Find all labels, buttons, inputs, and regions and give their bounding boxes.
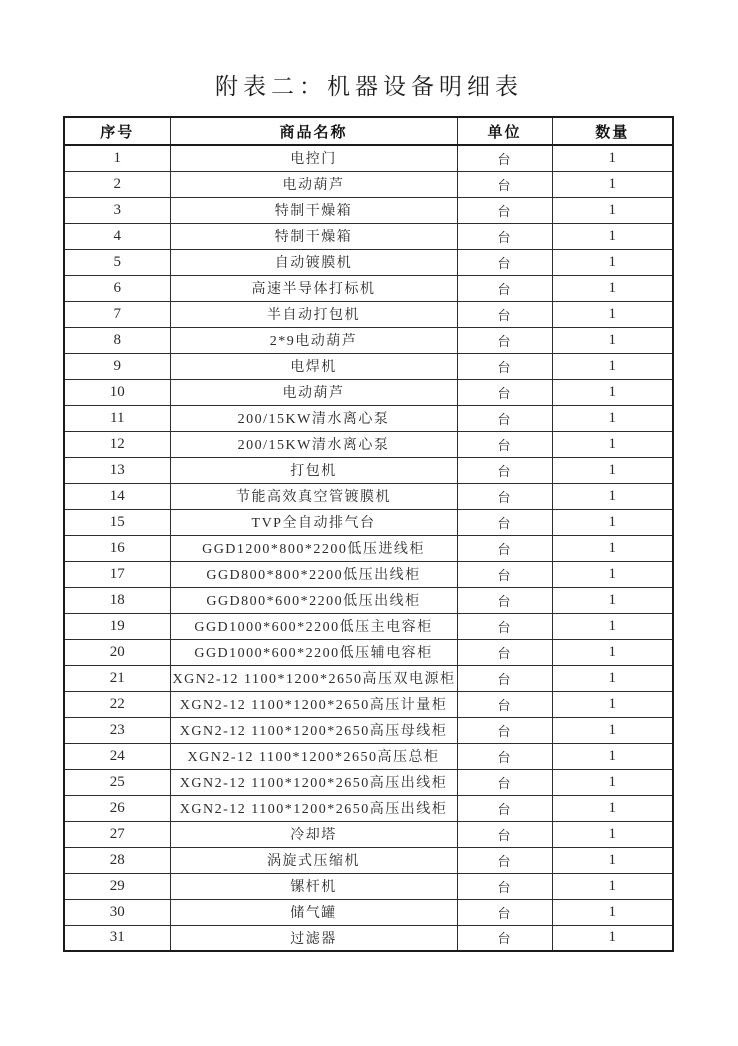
table-row	[64, 431, 673, 457]
unit-cell: 台	[457, 535, 552, 561]
product-name-cell: 电动葫芦	[170, 171, 457, 197]
serial-number-cell: 30	[64, 899, 170, 925]
product-name-cell: 涡旋式压缩机	[170, 847, 457, 873]
table-row	[64, 301, 673, 327]
serial-number-cell: 5	[64, 249, 170, 275]
table-row	[64, 405, 673, 431]
product-name-cell: 特制干燥箱	[170, 197, 457, 223]
serial-number-cell: 24	[64, 743, 170, 769]
product-name-cell: 冷却塔	[170, 821, 457, 847]
product-name-cell: 过滤器	[170, 925, 457, 951]
table-row	[64, 535, 673, 561]
serial-number-cell: 26	[64, 795, 170, 821]
serial-number-cell: 8	[64, 327, 170, 353]
table-row	[64, 873, 673, 899]
unit-cell: 台	[457, 743, 552, 769]
quantity-cell: 1	[552, 197, 673, 223]
unit-cell: 台	[457, 613, 552, 639]
quantity-cell: 1	[552, 457, 673, 483]
table-row	[64, 457, 673, 483]
serial-number-cell: 1	[64, 145, 170, 171]
unit-cell: 台	[457, 197, 552, 223]
product-name-cell: 节能高效真空管镀膜机	[170, 483, 457, 509]
unit-cell: 台	[457, 691, 552, 717]
table-row	[64, 691, 673, 717]
table-header-row	[64, 117, 673, 145]
header-quantity: 数量	[552, 117, 673, 145]
table-row	[64, 613, 673, 639]
unit-cell: 台	[457, 145, 552, 171]
table-row	[64, 171, 673, 197]
serial-number-cell: 27	[64, 821, 170, 847]
table-row	[64, 769, 673, 795]
serial-number-cell: 18	[64, 587, 170, 613]
table-row	[64, 223, 673, 249]
serial-number-cell: 3	[64, 197, 170, 223]
table-row	[64, 509, 673, 535]
product-name-cell: 200/15KW清水离心泵	[170, 405, 457, 431]
unit-cell: 台	[457, 665, 552, 691]
unit-cell: 台	[457, 223, 552, 249]
serial-number-cell: 22	[64, 691, 170, 717]
product-name-cell: 半自动打包机	[170, 301, 457, 327]
product-name-cell: 自动镀膜机	[170, 249, 457, 275]
unit-cell: 台	[457, 509, 552, 535]
product-name-cell: XGN2-12 1100*1200*2650高压总柜	[170, 743, 457, 769]
unit-cell: 台	[457, 873, 552, 899]
equipment-table	[63, 116, 674, 952]
unit-cell: 台	[457, 899, 552, 925]
unit-cell: 台	[457, 249, 552, 275]
quantity-cell: 1	[552, 665, 673, 691]
table-row	[64, 379, 673, 405]
header-product-name: 商品名称	[170, 117, 457, 145]
product-name-cell: 电控门	[170, 145, 457, 171]
serial-number-cell: 10	[64, 379, 170, 405]
serial-number-cell: 14	[64, 483, 170, 509]
unit-cell: 台	[457, 769, 552, 795]
quantity-cell: 1	[552, 925, 673, 951]
product-name-cell: XGN2-12 1100*1200*2650高压出线柜	[170, 795, 457, 821]
serial-number-cell: 6	[64, 275, 170, 301]
product-name-cell: 特制干燥箱	[170, 223, 457, 249]
unit-cell: 台	[457, 587, 552, 613]
quantity-cell: 1	[552, 639, 673, 665]
serial-number-cell: 28	[64, 847, 170, 873]
table-row	[64, 925, 673, 951]
product-name-cell: XGN2-12 1100*1200*2650高压双电源柜	[170, 665, 457, 691]
table-row	[64, 717, 673, 743]
quantity-cell: 1	[552, 899, 673, 925]
serial-number-cell: 12	[64, 431, 170, 457]
quantity-cell: 1	[552, 587, 673, 613]
product-name-cell: XGN2-12 1100*1200*2650高压出线柜	[170, 769, 457, 795]
serial-number-cell: 29	[64, 873, 170, 899]
unit-cell: 台	[457, 353, 552, 379]
unit-cell: 台	[457, 301, 552, 327]
quantity-cell: 1	[552, 821, 673, 847]
quantity-cell: 1	[552, 353, 673, 379]
product-name-cell: XGN2-12 1100*1200*2650高压计量柜	[170, 691, 457, 717]
table-row	[64, 587, 673, 613]
serial-number-cell: 31	[64, 925, 170, 951]
quantity-cell: 1	[552, 405, 673, 431]
table-row	[64, 821, 673, 847]
table-row	[64, 275, 673, 301]
unit-cell: 台	[457, 171, 552, 197]
quantity-cell: 1	[552, 873, 673, 899]
serial-number-cell: 25	[64, 769, 170, 795]
product-name-cell: 电动葫芦	[170, 379, 457, 405]
quantity-cell: 1	[552, 275, 673, 301]
quantity-cell: 1	[552, 769, 673, 795]
quantity-cell: 1	[552, 795, 673, 821]
quantity-cell: 1	[552, 535, 673, 561]
quantity-cell: 1	[552, 509, 673, 535]
table-row	[64, 249, 673, 275]
quantity-cell: 1	[552, 743, 673, 769]
product-name-cell: GGD1000*600*2200低压主电容柜	[170, 613, 457, 639]
serial-number-cell: 4	[64, 223, 170, 249]
quantity-cell: 1	[552, 431, 673, 457]
product-name-cell: 电焊机	[170, 353, 457, 379]
serial-number-cell: 21	[64, 665, 170, 691]
serial-number-cell: 19	[64, 613, 170, 639]
serial-number-cell: 2	[64, 171, 170, 197]
serial-number-cell: 13	[64, 457, 170, 483]
unit-cell: 台	[457, 821, 552, 847]
quantity-cell: 1	[552, 691, 673, 717]
table-row	[64, 353, 673, 379]
unit-cell: 台	[457, 431, 552, 457]
quantity-cell: 1	[552, 613, 673, 639]
unit-cell: 台	[457, 717, 552, 743]
unit-cell: 台	[457, 847, 552, 873]
unit-cell: 台	[457, 379, 552, 405]
quantity-cell: 1	[552, 145, 673, 171]
unit-cell: 台	[457, 483, 552, 509]
product-name-cell: GGD1000*600*2200低压辅电容柜	[170, 639, 457, 665]
unit-cell: 台	[457, 925, 552, 951]
serial-number-cell: 7	[64, 301, 170, 327]
unit-cell: 台	[457, 457, 552, 483]
product-name-cell: GGD800*600*2200低压出线柜	[170, 587, 457, 613]
page-title: 附表二：机器设备明细表	[215, 74, 523, 99]
unit-cell: 台	[457, 795, 552, 821]
header-unit: 单位	[457, 117, 552, 145]
unit-cell: 台	[457, 405, 552, 431]
unit-cell: 台	[457, 639, 552, 665]
unit-cell: 台	[457, 561, 552, 587]
serial-number-cell: 20	[64, 639, 170, 665]
quantity-cell: 1	[552, 327, 673, 353]
table-row	[64, 743, 673, 769]
serial-number-cell: 11	[64, 405, 170, 431]
table-row	[64, 483, 673, 509]
quantity-cell: 1	[552, 847, 673, 873]
table-row	[64, 197, 673, 223]
product-name-cell: 200/15KW清水离心泵	[170, 431, 457, 457]
unit-cell: 台	[457, 275, 552, 301]
serial-number-cell: 23	[64, 717, 170, 743]
product-name-cell: XGN2-12 1100*1200*2650高压母线柜	[170, 717, 457, 743]
table-body	[64, 145, 673, 951]
quantity-cell: 1	[552, 223, 673, 249]
product-name-cell: 打包机	[170, 457, 457, 483]
serial-number-cell: 16	[64, 535, 170, 561]
quantity-cell: 1	[552, 171, 673, 197]
quantity-cell: 1	[552, 379, 673, 405]
product-name-cell: GGD800*800*2200低压出线柜	[170, 561, 457, 587]
serial-number-cell: 15	[64, 509, 170, 535]
quantity-cell: 1	[552, 483, 673, 509]
table-row	[64, 847, 673, 873]
table-row	[64, 665, 673, 691]
product-name-cell: TVP全自动排气台	[170, 509, 457, 535]
quantity-cell: 1	[552, 561, 673, 587]
quantity-cell: 1	[552, 717, 673, 743]
table-row	[64, 639, 673, 665]
table-row	[64, 561, 673, 587]
product-name-cell: GGD1200*800*2200低压进线柜	[170, 535, 457, 561]
quantity-cell: 1	[552, 249, 673, 275]
unit-cell: 台	[457, 327, 552, 353]
product-name-cell: 储气罐	[170, 899, 457, 925]
product-name-cell: 2*9电动葫芦	[170, 327, 457, 353]
table-row	[64, 145, 673, 171]
table-row	[64, 795, 673, 821]
product-name-cell: 镙杆机	[170, 873, 457, 899]
serial-number-cell: 9	[64, 353, 170, 379]
product-name-cell: 高速半导体打标机	[170, 275, 457, 301]
header-serial-number: 序号	[64, 117, 170, 145]
quantity-cell: 1	[552, 301, 673, 327]
serial-number-cell: 17	[64, 561, 170, 587]
table-row	[64, 327, 673, 353]
table-row	[64, 899, 673, 925]
